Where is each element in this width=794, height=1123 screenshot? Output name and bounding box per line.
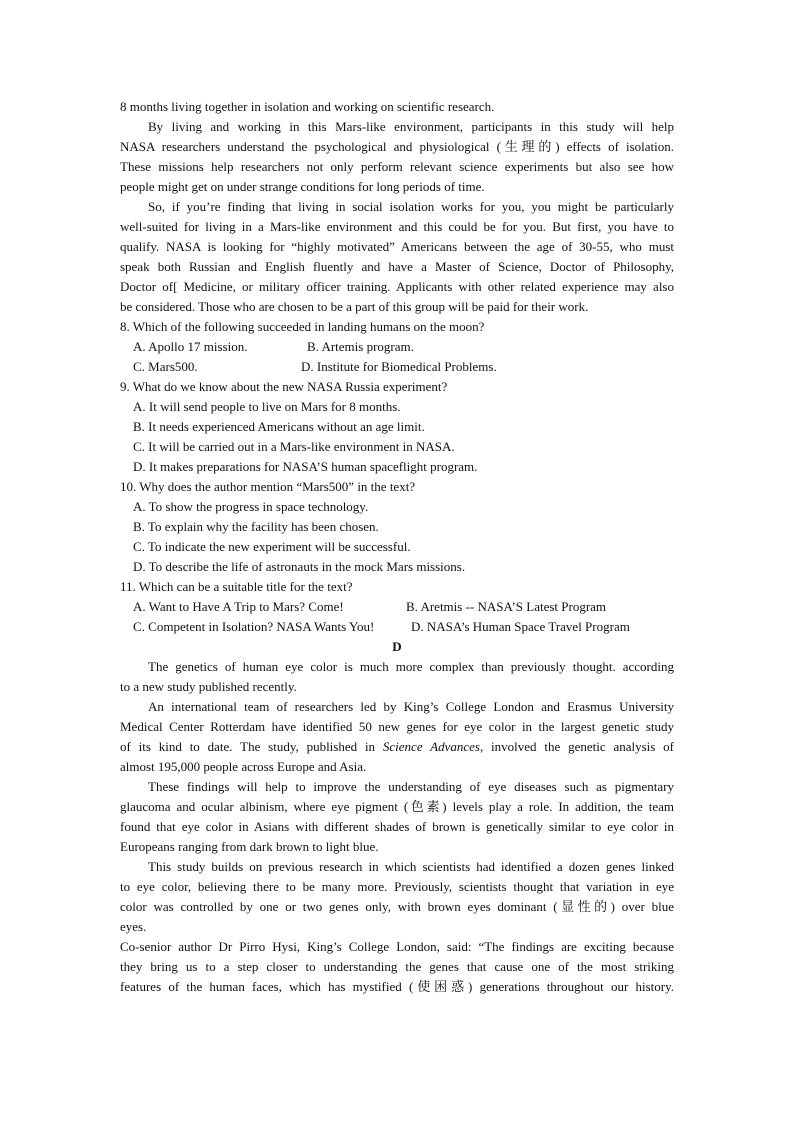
passage-line: Europeans ranging from dark brown to light blue. — [120, 839, 379, 854]
passage-line: color was controlled by one or two genes only, with brown eyes dominant (显性的) over blue — [120, 899, 674, 914]
passage-line: features of the human faces, which has mystified (使困惑) generations throughout our history. — [120, 979, 674, 994]
option-b: B. Aretmis -- NASA’S Latest Program — [406, 599, 607, 614]
option-a: A. Want to Have A Trip to Mars? Come! — [133, 599, 344, 614]
option-d: D. To describe the life of astronauts in the mock Mars missions. — [133, 559, 466, 574]
journal-name: Science Advances — [382, 739, 480, 754]
option-row — [120, 617, 674, 637]
passage-line: eyes. — [120, 919, 147, 934]
option-b: B. To explain why the facility has been chosen. — [133, 519, 379, 534]
passage-line: be considered. Those who are chosen to be a part of this group will be paid for their work. — [120, 299, 589, 314]
passage-line: Medical Center Rotterdam have identified 50 new genes for eye color in the largest genetic study — [120, 719, 674, 734]
option-d: D. NASA’s Human Space Travel Program — [411, 619, 630, 634]
document-body — [120, 97, 674, 997]
passage-line: qualify. NASA is looking for “highly motivated” Americans between the age of 30-55, who must — [120, 239, 674, 254]
option-row — [120, 337, 674, 357]
text-run: , involved the genetic analysis of — [479, 739, 674, 754]
passage-line: These findings will help to improve the understanding of eye diseases such as pigmentary — [148, 779, 674, 794]
question-stem: 8. Which of the following succeeded in landing humans on the moon? — [120, 319, 485, 334]
option-d: D. It makes preparations for NASA’S human spaceflight program. — [133, 459, 478, 474]
option-a: A. It will send people to live on Mars for 8 months. — [133, 399, 401, 414]
passage-line: These missions help researchers not only perform relevant science experiments but also see how — [120, 159, 674, 174]
option-b: B. It needs experienced Americans without an age limit. — [133, 419, 425, 434]
passage-line: to eye color, believing there to be many more. Previously, scientists thought that variation in eye — [120, 879, 674, 894]
option-a: A. Apollo 17 mission. — [133, 339, 248, 354]
question-stem: 9. What do we know about the new NASA Russia experiment? — [120, 379, 448, 394]
passage-line: well-suited for living in a Mars-like environment and this could be for you. But first, you have to — [120, 219, 674, 234]
option-b: B. Artemis program. — [307, 339, 414, 354]
option-c: C. Competent in Isolation? NASA Wants You! — [133, 619, 375, 634]
question-stem: 10. Why does the author mention “Mars500” in the text? — [120, 479, 416, 494]
text-run: of its kind to date. The study, published in — [120, 739, 376, 754]
question-stem: 11. Which can be a suitable title for the text? — [120, 579, 353, 594]
option-row — [120, 597, 674, 617]
option-a: A. To show the progress in space technology. — [133, 499, 369, 514]
passage-line: So, if you’re finding that living in social isolation works for you, you might be particularly — [148, 199, 674, 214]
passage-line: An international team of researchers led by King’s College London and Erasmus University — [148, 699, 674, 714]
passage-line: glaucoma and ocular albinism, where eye pigment (色素) levels play a role. In addition, the team — [120, 799, 674, 814]
section-heading: D — [392, 639, 402, 654]
option-c: C. Mars500. — [133, 359, 198, 374]
option-d: D. Institute for Biomedical Problems. — [301, 359, 497, 374]
passage-line: By living and working in this Mars-like environment, participants in this study will help — [148, 119, 674, 134]
passage-line: Co-senior author Dr Pirro Hysi, King’s College London, said: “The findings are exciting because — [120, 939, 674, 954]
option-c: C. To indicate the new experiment will be successful. — [133, 539, 411, 554]
passage-line: Doctor of[ Medicine, or military officer training. Applicants with other related experience may also — [120, 279, 674, 294]
passage-line: found that eye color in Asians with different shades of brown is genetically similar to eye color in — [120, 819, 674, 834]
passage-line: almost 195,000 people across Europe and Asia. — [120, 759, 367, 774]
passage-line — [120, 737, 674, 757]
passage-line: This study builds on previous research in which scientists had identified a dozen genes linked — [148, 859, 674, 874]
passage-line: they bring us to a step closer to understanding the genes that cause one of the most striking — [120, 959, 674, 974]
option-row — [120, 357, 674, 377]
passage-line: The genetics of human eye color is much more complex than previously thought. according — [148, 659, 674, 674]
passage-line: to a new study published recently. — [120, 679, 297, 694]
passage-line: 8 months living together in isolation and working on scientific research. — [120, 99, 495, 114]
passage-line: people might get on under strange conditions for long periods of time. — [120, 179, 485, 194]
passage-line: NASA researchers understand the psychological and physiological (生理的) effects of isolation. — [120, 139, 674, 154]
option-c: C. It will be carried out in a Mars-like environment in NASA. — [133, 439, 455, 454]
passage-line: speak both Russian and English fluently and have a Master of Science, Doctor of Philosophy, — [120, 259, 674, 274]
